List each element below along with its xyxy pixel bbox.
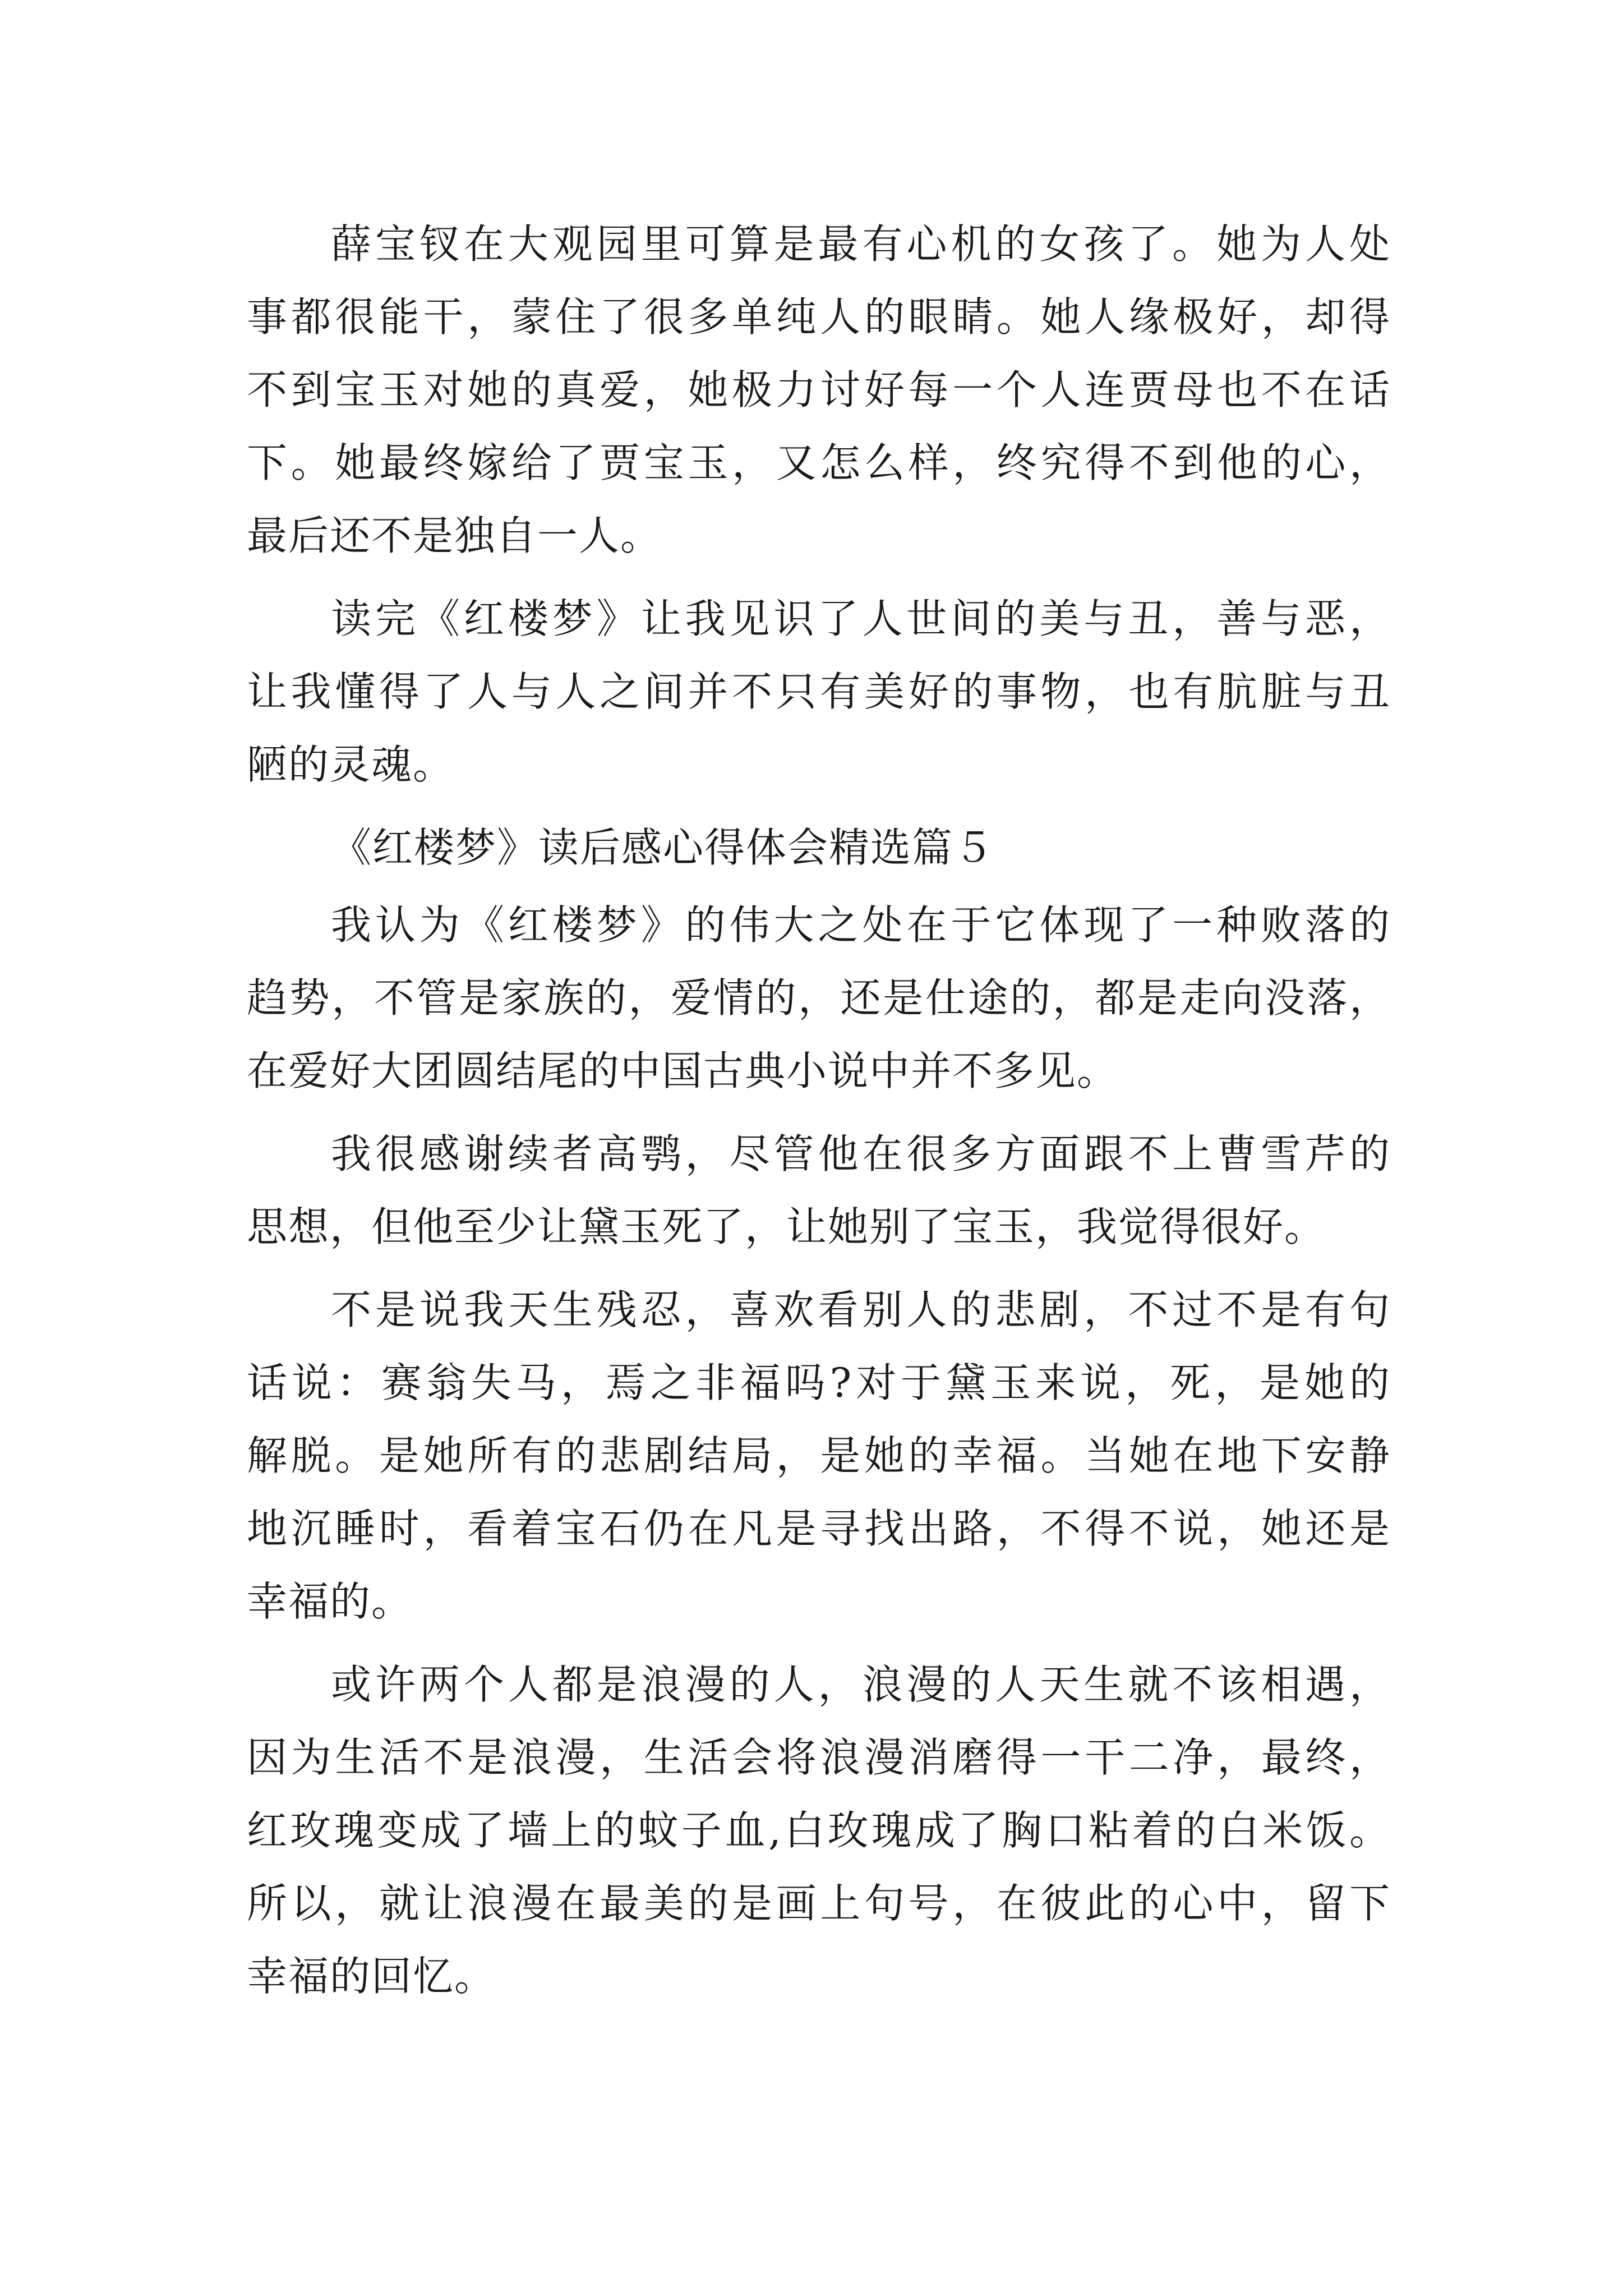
paragraph-line: 或许两个人都是浪漫的人，浪漫的人天生就不该相遇，: [331, 1661, 1391, 1708]
paragraph-line: 幸福的。: [247, 1578, 413, 1625]
paragraph-line: 下。她最终嫁给了贾宝玉，又怎么样，终究得不到他的心，: [247, 439, 1391, 486]
paragraph-4: [247, 1117, 1391, 1263]
paragraph-line: 薛宝钗在大观园里可算是最有心机的女孩了。她为人处: [331, 220, 1391, 268]
paragraph-line: 最后还不是独自一人。: [247, 512, 662, 559]
paragraph-line: 解脱。是她所有的悲剧结局，是她的幸福。当她在地下安静: [247, 1432, 1391, 1479]
paragraph-1: [247, 208, 1391, 572]
paragraph-line: 事都很能干，蒙住了很多单纯人的眼睛。她人缘极好，却得: [247, 293, 1391, 341]
paragraph-5: [247, 1273, 1391, 1638]
section-heading: 《红楼梦》读后感心得体会精选篇５: [331, 824, 995, 871]
paragraph-line: 思想，但他至少让黛玉死了，让她别了宝玉，我觉得很好。: [247, 1203, 1326, 1250]
paragraph-line: 让我懂得了人与人之间并不只有美好的事物，也有肮脏与丑: [247, 668, 1391, 715]
paragraph-line: 话说：赛翁失马，焉之非福吗?对于黛玉来说，死，是她的: [247, 1359, 1391, 1406]
paragraph-line: 不到宝玉对她的真爱，她极力讨好每一个人连贾母也不在话: [247, 366, 1391, 413]
paragraph-line: 在爱好大团圆结尾的中国古典小说中并不多见。: [247, 1047, 1119, 1094]
document-body: [247, 208, 1391, 2013]
paragraph-line: 我认为《红楼梦》的伟大之处在于它体现了一种败落的: [331, 901, 1391, 949]
section-heading-block: [247, 811, 1391, 884]
paragraph-line: 陋的灵魂。: [247, 741, 455, 788]
paragraph-2: [247, 582, 1391, 801]
paragraph-line: 所以，就让浪漫在最美的是画上句号，在彼此的心中，留下: [247, 1880, 1391, 1927]
paragraph-6: [247, 1648, 1391, 2013]
paragraph-line: 读完《红楼梦》让我见识了人世间的美与丑，善与恶，: [331, 595, 1391, 642]
paragraph-line: 我很感谢续者高鹗，尽管他在很多方面跟不上曹雪芹的: [331, 1130, 1391, 1177]
paragraph-line: 因为生活不是浪漫，生活会将浪漫消磨得一干二净，最终，: [247, 1734, 1391, 1781]
paragraph-line: 红玫瑰变成了墙上的蚊子血,白玫瑰成了胸口粘着的白米饭。: [247, 1807, 1391, 1854]
paragraph-3: [247, 889, 1391, 1107]
paragraph-line: 趋势，不管是家族的，爱情的，还是仕途的，都是走向没落，: [247, 974, 1391, 1022]
paragraph-line: 地沉睡时，看着宝石仍在凡是寻找出路，不得不说，她还是: [247, 1505, 1391, 1552]
paragraph-line: 不是说我天生残忍，喜欢看别人的悲剧，不过不是有句: [331, 1286, 1391, 1333]
paragraph-line: 幸福的回忆。: [247, 1953, 496, 2000]
